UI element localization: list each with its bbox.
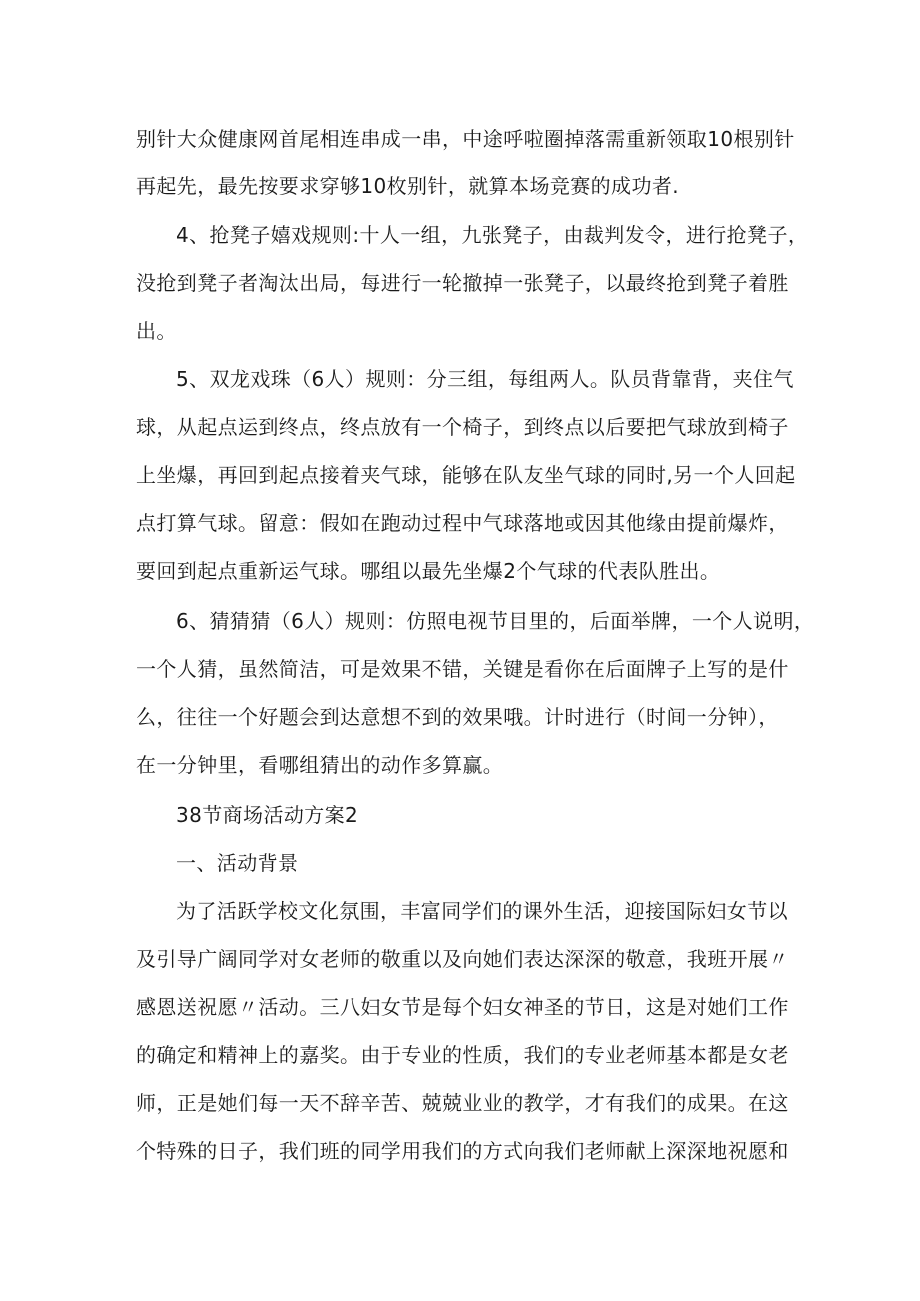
section-title: 38节商场活动方案2 xyxy=(176,803,359,827)
paragraph-4-line-3: 么，往往一个好题会到达意想不到的效果哦。计时进行（时间一分钟）， xyxy=(136,705,779,729)
paragraph-7-line-3: 感恩送祝愿〃活动。三八妇女节是每个妇女神圣的节日，这是对她们工作 xyxy=(136,995,789,1019)
paragraph-3-line-3: 上坐爆，再回到起点接着夹气球，能够在队友坐气球的同时,另一个人回起 xyxy=(136,463,796,487)
paragraph-3-line-1: 5、双龙戏珠（6人）规则：分三组，每组两人。队员背靠背，夹住气 xyxy=(176,367,794,391)
paragraph-1-line-2: 再起先，最先按要求穿够10枚别针，就算本场竞赛的成功者. xyxy=(136,174,680,198)
paragraph-4-line-1: 6、猜猜猜（6人）规则：仿照电视节目里的，后面举牌，一个人说明， xyxy=(176,609,815,633)
paragraph-3-line-4: 点打算气球。留意：假如在跑动过程中气球落地或因其他缘由提前爆炸， xyxy=(136,511,789,535)
subheading-background: 一、活动背景 xyxy=(176,851,299,875)
paragraph-3-line-2: 球，从起点运到终点，终点放有一个椅子，到终点以后要把气球放到椅子 xyxy=(136,415,789,439)
paragraph-7-line-4: 的确定和精神上的嘉奖。由于专业的性质，我们的专业老师基本都是女老 xyxy=(136,1043,789,1067)
paragraph-2-line-2: 没抢到凳子者淘汰出局，每进行一轮撤掉一张凳子，以最终抢到凳子着胜 xyxy=(136,271,789,295)
paragraph-7-line-2: 及引导广阔同学对女老师的敬重以及向她们表达深深的敬意，我班开展〃 xyxy=(136,947,789,971)
paragraph-7-line-1: 为了活跃学校文化氛围，丰富同学们的课外生活，迎接国际妇女节以 xyxy=(176,899,788,923)
paragraph-2-line-1: 4、抢凳子嬉戏规则:十人一组，九张凳子，由裁判发令，进行抢凳子， xyxy=(176,223,809,247)
paragraph-7-line-5: 师，正是她们每一天不辞辛苦、兢兢业业的教学，才有我们的成果。在这 xyxy=(136,1091,789,1115)
paragraph-7-line-6: 个特殊的日子，我们班的同学用我们的方式向我们老师献上深深地祝愿和 xyxy=(136,1139,789,1163)
paragraph-3-line-5: 要回到起点重新运气球。哪组以最先坐爆2个气球的代表队胜出。 xyxy=(136,559,721,583)
paragraph-4-line-4: 在一分钟里，看哪组猜出的动作多算赢。 xyxy=(136,753,504,777)
paragraph-2-line-3: 出。 xyxy=(136,319,177,343)
paragraph-4-line-2: 一个人猜，虽然简洁，可是效果不错，关键是看你在后面牌子上写的是什 xyxy=(136,657,789,681)
paragraph-1-line-1: 别针大众健康网首尾相连串成一串，中途呼啦圈掉落需重新领取10根别针 xyxy=(136,127,795,151)
